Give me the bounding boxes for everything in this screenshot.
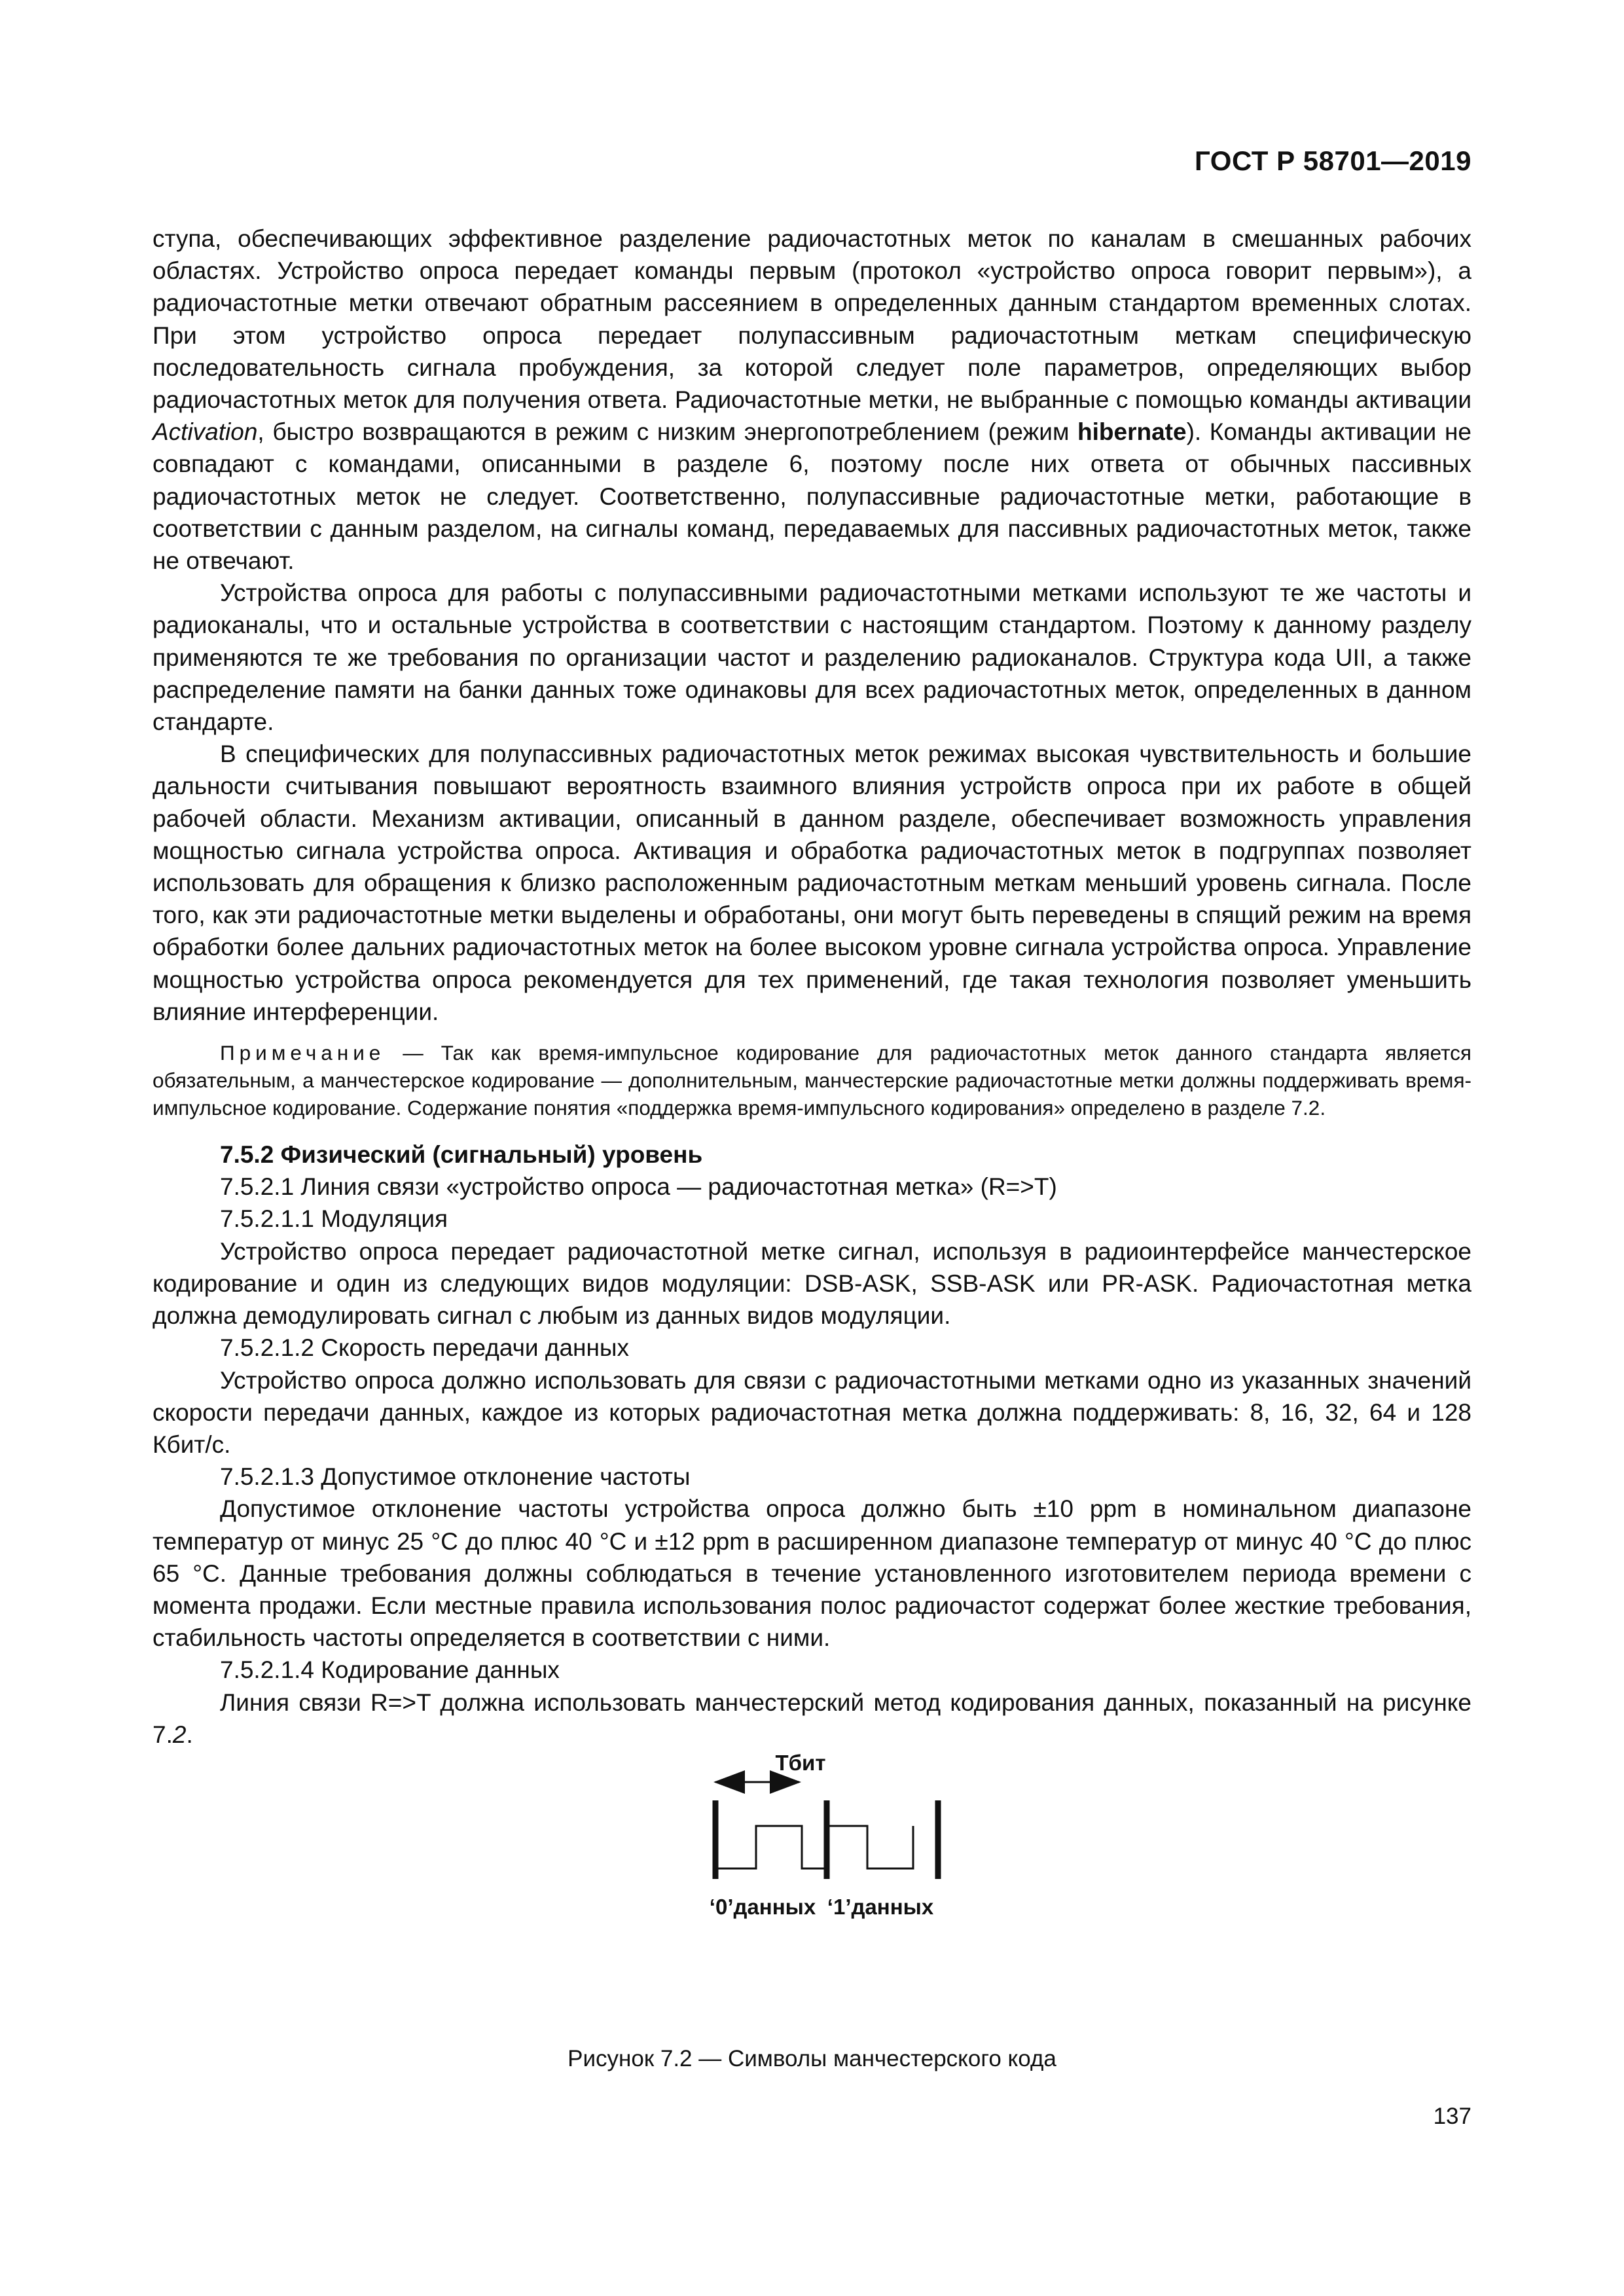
figure-7-2 <box>153 1751 1471 1950</box>
paragraph-frequency-tolerance: Допустимое отклонение частоты устройства опроса должно быть ±10 ppm в номинальном диапазоне температур от минус 25 °С до плюс 40 °С и ±12 ppm в расширенном диапазоне температур от минус 40 °С до плюс 65 °С. Данные требования должны соблюдаться в течение установленного изготовителем периода времени с момента продажи. Если местные правила использования полос радиочастот содержат более жесткие требования, стабильность частоты определяется в соответствии с ними. <box>153 1495 1471 1652</box>
paragraph-data-rate: Устройство опроса должно использовать для связи с радиочастотными метками одно из указанных значений скорости передачи данных, каждое из которых радиочастотная метка должна поддерживать: 8, 16, 32, 64 и 128 Кбит/с. <box>153 1366 1471 1458</box>
paragraph-interrogator-frequencies: Устройства опроса для работы с полупассивными радиочастотными метками используют те же частоты и радиоканалы, что и остальные устройства в соответствии с настоящим стандартом. Поэтому к данному разделу применяются те же требования по организации частот и разделению радиоканалов. Структура кода UII, а также распределение памяти на банки данных тоже одинаковы для всех радиочастотных меток, определенных в данном стандарте. <box>153 579 1471 736</box>
bit-zero-waveform <box>715 1826 827 1868</box>
figure-caption: Рисунок 7.2 — Символы манчестерского кода <box>568 2046 1056 2071</box>
subsection-heading-7-5-2-1: 7.5.2.1 Линия связи «устройство опроса — радиочастотная метка» (R=>T) <box>220 1173 1057 1201</box>
paragraph-text: Линия связи R=>T должна использовать манчестерский метод кодирования данных, показанный на рисунке 7. <box>153 1688 1471 1748</box>
figure-ref-number: 2 <box>172 1721 187 1748</box>
page-body <box>153 223 1471 1950</box>
subsection-heading-7-5-2-1-2: 7.5.2.1.2 Скорость передачи данных <box>220 1334 630 1362</box>
paragraph-power-control: В специфических для полупассивных радиочастотных меток режимах высокая чувствительность и большие дальности считывания повышают вероятность взаимного влияния устройств опроса при их работе в общей рабочей области. Механизм активации, описанный в данном разделе, обеспечивает возможность управления мощностью сигнала устройства опроса. Активация и обработка радиочастотных меток в подгруппах позволяет использовать для обращения к близко расположенным радиочастотным меткам меньший уровень сигнала. После того, как эти радиочастотные метки выделены и обработаны, они могут быть переведены в спящий режим на время обработки более дальних радиочастотных меток на более высоком уровне сигнала устройства опроса. Управление мощностью устройства опроса рекомендуется для тех применений, где такая технология позволяет уменьшить влияние интерференции. <box>153 740 1471 1025</box>
manchester-code-diagram <box>691 1743 965 1946</box>
subsection-heading-7-5-2-1-1: 7.5.2.1.1 Модуляция <box>220 1205 448 1233</box>
paragraph-modulation: Устройство опроса передает радиочастотной метке сигнал, используя в радиоинтерфейсе манчестерское кодирование и один из следующих видов модуляции: DSB-ASK, SSB-ASK или PR-ASK. Радиочастотная метка должна демодулировать сигнал с любым из данных видов модуляции. <box>153 1237 1471 1330</box>
note-text: — Так как время-импульсное кодирование для радиочастотных меток данного стандарта является обязательным, а манчестерское кодирование — дополнительным, манчестерские радиочастотные метки должны поддерживать время-импульсное кодирование. Содержание понятия «поддержка время-импульсного кодирования» определено в разделе 7.2. <box>153 1041 1471 1120</box>
document-standard-id: ГОСТ Р 58701—2019 <box>1195 145 1471 176</box>
note-block <box>153 1039 1471 1121</box>
page-number: 137 <box>1433 2104 1471 2129</box>
subsection-heading-7-5-2-1-4: 7.5.2.1.4 Кодирование данных <box>220 1656 560 1684</box>
paragraph-text: ступа, обеспечивающих эффективное разделение радиочастотных меток по каналам в смешанных рабочих областях. Устройство опроса передает команды первым (протокол «устройство опроса говорит первым»), а радиочастотные метки отвечают обратным рассеянием в определенных данным стандартом временных слотах. При этом устройство опроса передает полупассивным радиочастотным меткам специфическую последовательность сигнала пробуждения, за которой следует поле параметров, определяющих выбор радиочастотных меток для получения ответа. Радиочастотные метки, не выбранные с помощью команды активации <box>153 225 1471 414</box>
subsection-heading-7-5-2-1-3: 7.5.2.1.3 Допустимое отклонение частоты <box>220 1463 691 1491</box>
paragraph-text: . <box>186 1721 193 1748</box>
activation-term: Activation <box>153 418 258 446</box>
paragraph-continuation <box>153 223 1471 577</box>
note-label: Примечание <box>220 1041 386 1065</box>
paragraph-text: , быстро возвращаются в режим с низким энергопотреблением (режим <box>257 418 1078 446</box>
section-heading-7-5-2: 7.5.2 Физический (сигнальный) уровень <box>220 1141 703 1169</box>
paragraph-data-encoding <box>153 1686 1471 1751</box>
bit-one-waveform <box>827 1826 913 1868</box>
hibernate-term: hibernate <box>1077 418 1187 446</box>
paragraph-text: ). Команды активации не совпадают с командами, описанными в разделе 6, поэтому после них ответа от обычных пассивных радиочастотных меток не следует. Соответственно, полупассивные радиочастотные метки, работающие в соответствии с данным разделом, на сигналы команд, передаваемых для пассивных радиочастотных меток, также не отвечают. <box>153 418 1471 575</box>
bit-zero-label: ‘0’данных <box>709 1894 816 1919</box>
bit-one-label: ‘1’данных <box>827 1894 934 1919</box>
tbit-label: Tбит <box>775 1750 826 1775</box>
